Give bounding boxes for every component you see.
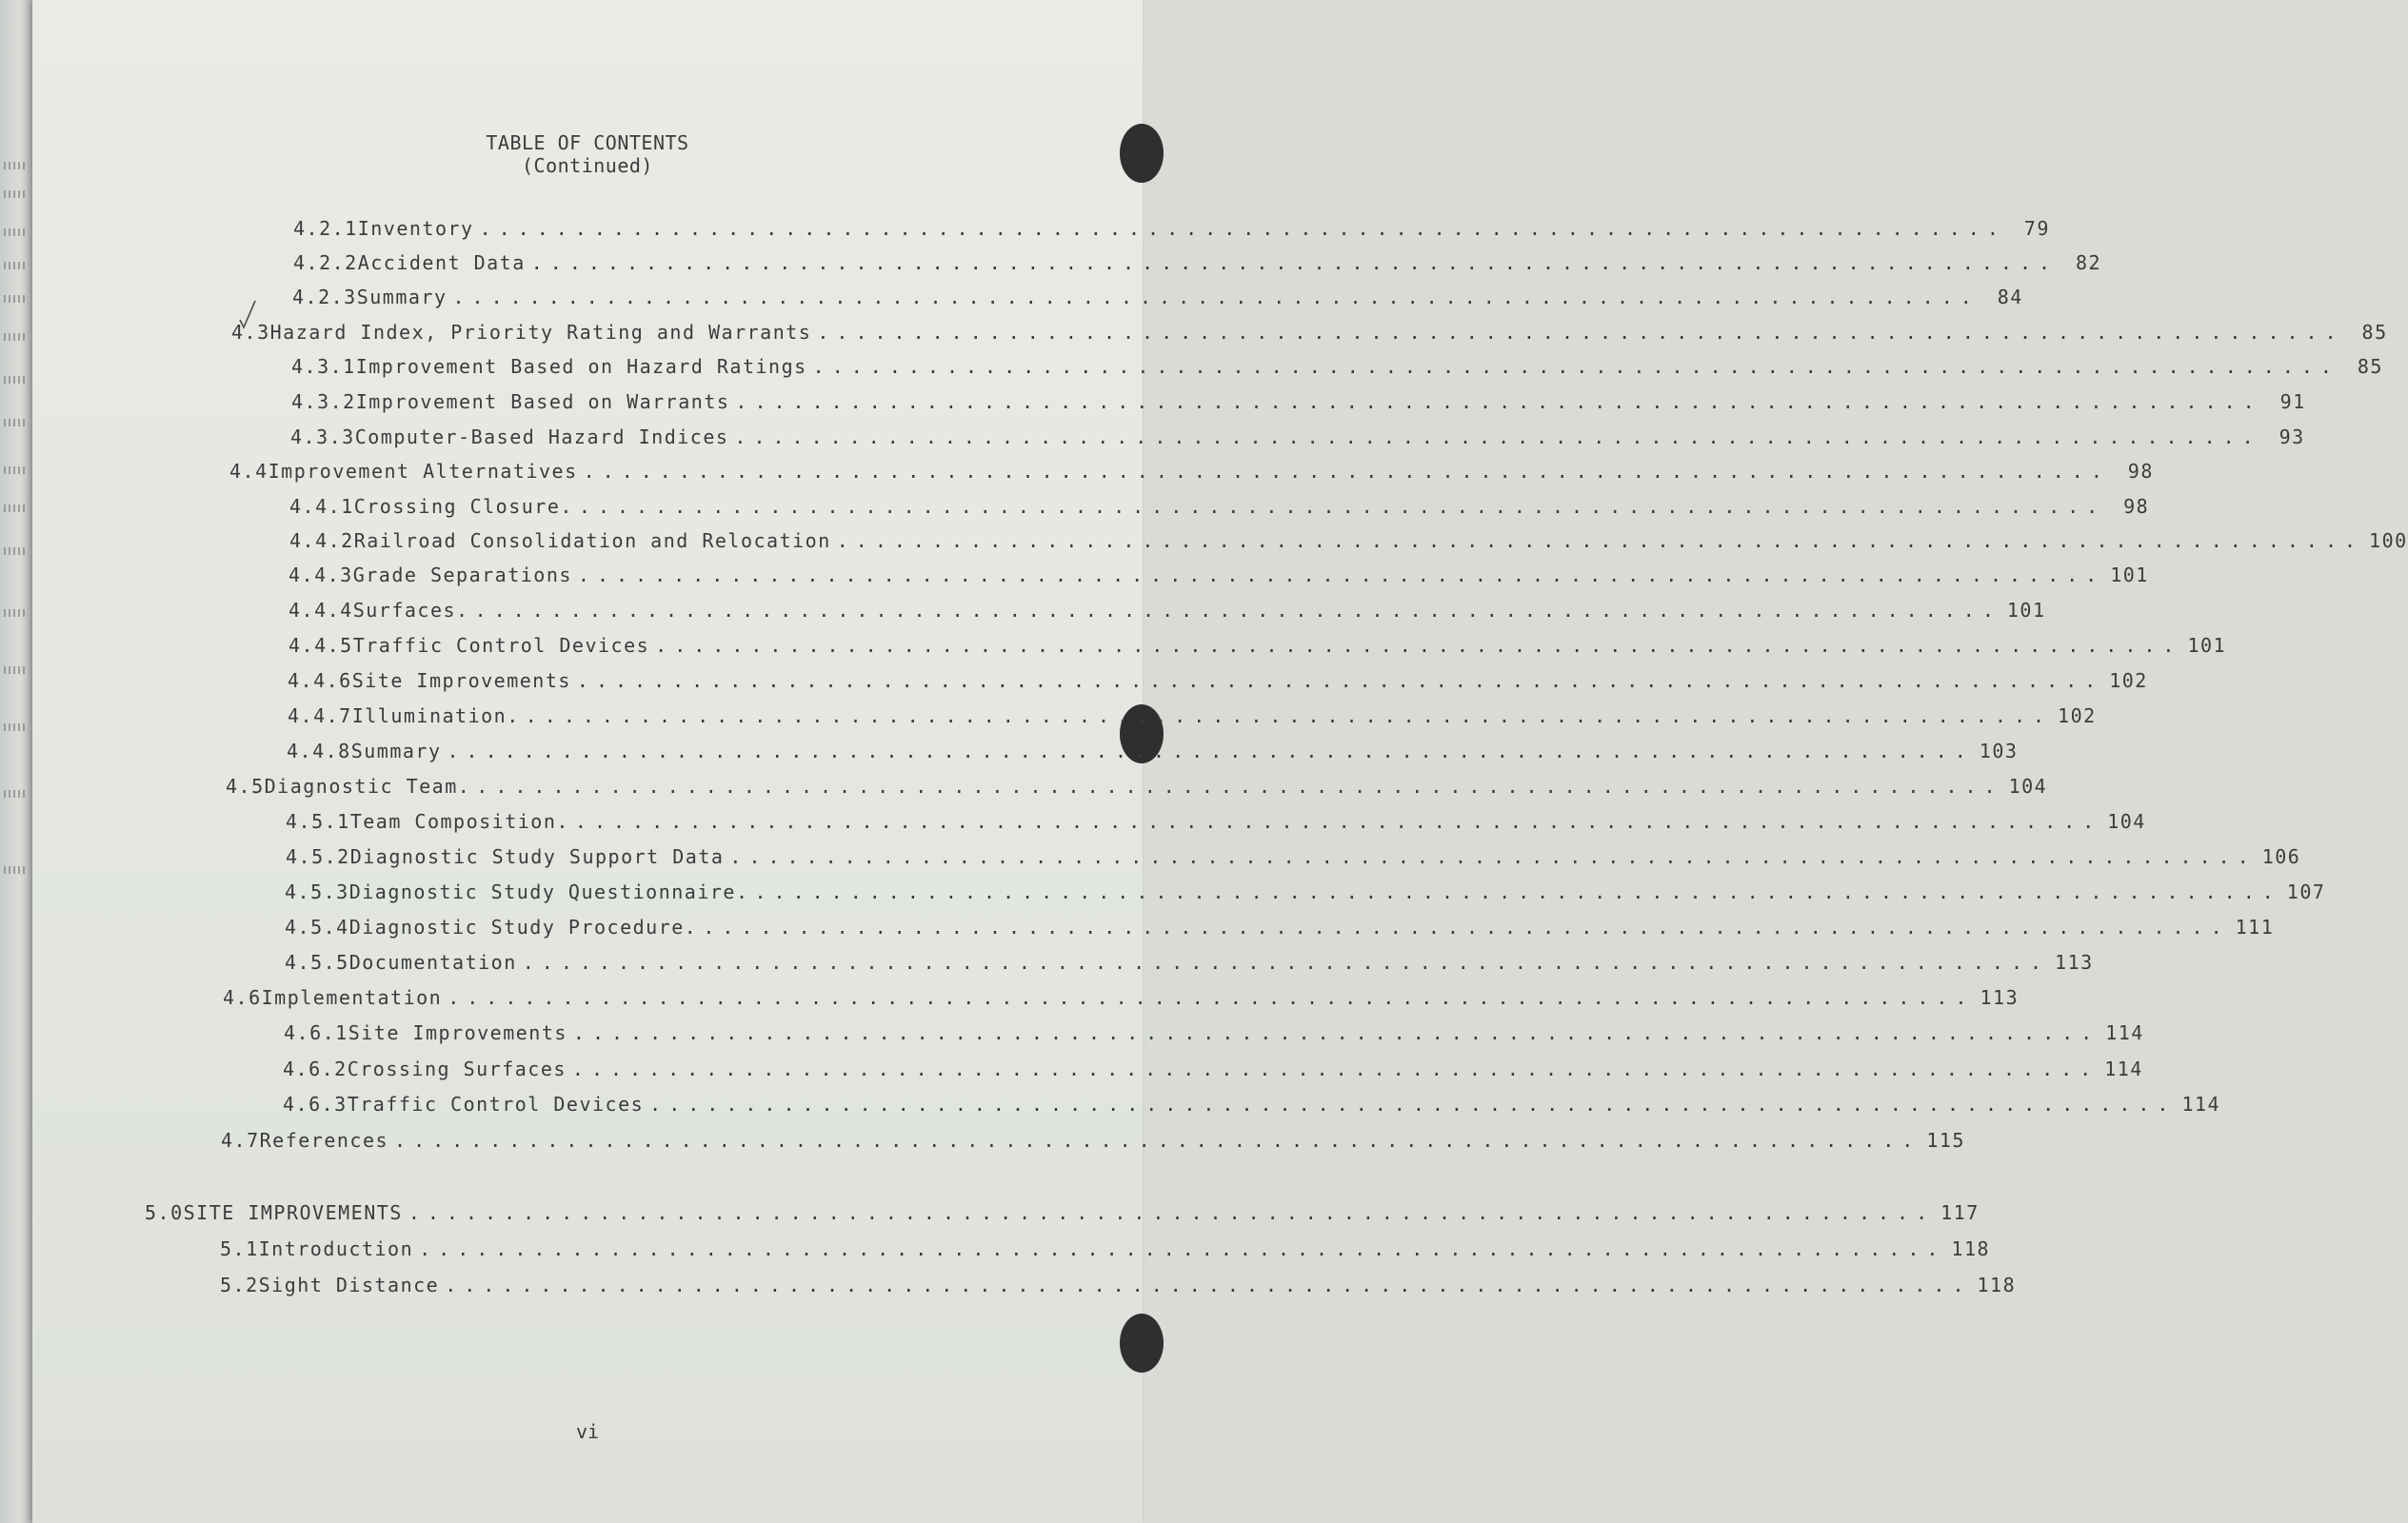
toc-entry — [145, 1201, 1980, 1224]
document-page — [32, 0, 2408, 1523]
toc-entry-title: Illumination. — [351, 704, 520, 727]
toc-entry — [220, 1274, 2017, 1296]
toc-entry-title: Inventory — [357, 217, 474, 240]
toc-entry-page: 104 — [2107, 810, 2146, 833]
toc-entry-number: 4.4.1 — [289, 495, 354, 518]
toc-entry-page: 113 — [2055, 951, 2094, 974]
toc-entry — [231, 321, 2388, 344]
toc-entry — [283, 1093, 2221, 1116]
toc-entry — [288, 704, 2097, 727]
toc-entry-number: 4.5.4 — [285, 916, 349, 939]
toc-entry — [291, 355, 2383, 378]
toc-entry-number: 4.4.6 — [288, 669, 352, 692]
toc-entry-number: 4.2.2 — [293, 251, 358, 274]
toc-entry — [289, 529, 2408, 552]
toc-entry-number: 4.3.2 — [291, 390, 356, 413]
toc-entry-title: Documentation — [348, 951, 517, 974]
toc-entry-page: 114 — [2104, 1058, 2143, 1080]
adjacent-page-edge — [0, 0, 32, 1523]
toc-entry-title: Team Composition. — [349, 810, 569, 833]
toc-entry-title: SITE IMPROVEMENTS — [183, 1201, 403, 1224]
toc-entry-title: Improvement Alternatives — [268, 460, 578, 483]
toc-entry-page: 117 — [1940, 1201, 1980, 1224]
toc-entry-title: Diagnostic Study Support Data — [349, 845, 725, 868]
leader-dots: ................................................................................ — [476, 775, 2003, 798]
leader-dots: ................................................................................ — [394, 1129, 1921, 1152]
toc-entry-page: 100 — [2369, 529, 2408, 552]
toc-entry — [223, 986, 2020, 1009]
toc-entry-title: Diagnostic Team. — [264, 775, 471, 798]
leader-dots: ................................................................................ — [522, 951, 2050, 974]
leader-dots: ................................................................................ — [734, 425, 2261, 448]
toc-entry-page: 85 — [2361, 321, 2388, 344]
toc-entry-page: 82 — [2075, 251, 2102, 274]
toc-entry-page: 84 — [1997, 286, 2023, 308]
toc-entry-title: Computer-Based Hazard Indices — [354, 425, 729, 448]
leader-dots: ................................................................................ — [474, 599, 2001, 622]
binder-hole — [1120, 1314, 1164, 1373]
toc-entry-number: 4.3 — [231, 321, 270, 344]
toc-entry-page: 98 — [2123, 495, 2150, 518]
toc-entry-page: 104 — [2008, 775, 2048, 798]
toc-entry-number: 5.0 — [145, 1201, 184, 1224]
toc-entry-title: Diagnostic Study Procedure. — [348, 916, 698, 939]
toc-entry-number: 4.4.2 — [289, 529, 354, 552]
leader-dots: ................................................................................ — [408, 1201, 1936, 1224]
toc-entry-number: 4.5.2 — [286, 845, 350, 868]
toc-entry — [291, 390, 2306, 413]
toc-entry-number: 4.6.2 — [283, 1058, 348, 1080]
leader-dots: ................................................................................ — [583, 460, 2110, 483]
leader-dots: ................................................................................ — [754, 880, 2281, 903]
toc-entry-page: 115 — [1926, 1129, 1965, 1152]
leader-dots: ................................................................................ — [703, 916, 2230, 939]
leader-dots: ................................................................................ — [576, 669, 2104, 692]
toc-entry-page: 91 — [2279, 390, 2306, 413]
toc-entry — [289, 599, 2046, 622]
page-title: TABLE OF CONTENTS — [486, 131, 689, 154]
toc-entry-page: 118 — [1951, 1237, 1991, 1260]
toc-entry — [285, 916, 2275, 939]
leader-dots: ................................................................................ — [649, 1093, 2177, 1116]
leader-dots: ................................................................................ — [729, 845, 2257, 868]
leader-dots: ................................................................................ — [419, 1237, 1946, 1260]
toc-entry-number: 4.3.3 — [290, 425, 355, 448]
leader-dots: ................................................................................ — [812, 355, 2339, 378]
toc-entry-title: Introduction — [258, 1237, 414, 1260]
toc-entry — [221, 1129, 1965, 1152]
toc-entry-title: Improvement Based on Warrants — [355, 390, 730, 413]
toc-entry-page: 114 — [2181, 1093, 2221, 1116]
toc-entry-page: 102 — [2058, 704, 2097, 727]
toc-entry-title: Summary — [350, 740, 442, 762]
toc-entry-number: 5.1 — [220, 1237, 259, 1260]
toc-entry-number: 4.4.3 — [289, 564, 353, 586]
toc-entry-page: 101 — [2110, 564, 2149, 586]
toc-entry — [229, 460, 2154, 483]
toc-entry-page: 103 — [1979, 740, 2019, 762]
toc-entry-number: 4.4.8 — [287, 740, 351, 762]
page-subtitle: (Continued) — [522, 154, 653, 177]
toc-entry-number: 4.5.1 — [286, 810, 350, 833]
toc-entry — [287, 740, 2019, 762]
toc-entry-title: Surfaces. — [352, 599, 469, 622]
toc-entry — [289, 564, 2149, 586]
toc-entry-page: 101 — [2006, 599, 2046, 622]
toc-entry — [289, 634, 2227, 657]
toc-entry-title: Crossing Closure. — [353, 495, 573, 518]
toc-entry-title: Accident Data — [357, 251, 526, 274]
toc-entry — [293, 217, 2050, 240]
toc-entry-title: Summary — [356, 286, 448, 308]
toc-entry-number: 4.6.1 — [284, 1021, 348, 1044]
toc-entry-number: 4.2.3 — [292, 286, 357, 308]
toc-entry-number: 4.5.3 — [285, 880, 349, 903]
toc-entry-title: Grade Separations — [352, 564, 572, 586]
toc-entry-page: 113 — [1980, 986, 2020, 1009]
leader-dots: ................................................................................ — [479, 217, 2006, 240]
toc-entry-title: Crossing Surfaces — [347, 1058, 567, 1080]
toc-entry-page: 98 — [2127, 460, 2154, 483]
toc-entry-number: 4.4.4 — [289, 599, 353, 622]
toc-entry-page: 79 — [2023, 217, 2050, 240]
leader-dots: ................................................................................ — [836, 529, 2364, 552]
toc-entry-title: Site Improvements — [348, 1021, 567, 1044]
toc-entry — [289, 495, 2150, 518]
toc-entry-page: 107 — [2286, 880, 2326, 903]
toc-entry-page: 93 — [2279, 425, 2305, 448]
toc-entry-title: Diagnostic Study Questionnaire. — [348, 880, 749, 903]
toc-entry-title: References — [259, 1129, 389, 1152]
toc-entry-page: 118 — [1977, 1274, 2017, 1296]
toc-entry-title: Sight Distance — [258, 1274, 440, 1296]
toc-entry-title: Site Improvements — [351, 669, 571, 692]
toc-entry-number: 4.5 — [226, 775, 265, 798]
toc-entry-number: 4.2.1 — [293, 217, 358, 240]
toc-entry — [286, 810, 2146, 833]
toc-entry-title: Implementation — [261, 986, 443, 1009]
toc-entry — [285, 880, 2326, 903]
toc-entry-number: 4.6 — [223, 986, 262, 1009]
toc-entry-title: Improvement Based on Hazard Ratings — [355, 355, 807, 378]
leader-dots: ................................................................................ — [448, 986, 1975, 1009]
leader-dots: ................................................................................ — [452, 286, 1980, 308]
leader-dots: ................................................................................ — [577, 564, 2105, 586]
toc-entry — [288, 669, 2148, 692]
toc-entry — [286, 845, 2301, 868]
toc-entry-number: 4.3.1 — [291, 355, 356, 378]
toc-entry-title: Hazard Index, Priority Rating and Warrants — [269, 321, 812, 344]
toc-entry — [290, 425, 2305, 448]
toc-entry-page: 106 — [2261, 845, 2301, 868]
leader-dots: ................................................................................ — [445, 1274, 1972, 1296]
page-number: vi — [575, 1420, 600, 1443]
toc-entry-number: 4.6.3 — [283, 1093, 348, 1116]
toc-entry-number: 4.4.7 — [288, 704, 352, 727]
toc-entry-title: Traffic Control Devices — [352, 634, 650, 657]
toc-entry-number: 4.4.5 — [289, 634, 353, 657]
leader-dots: ................................................................................ — [572, 1021, 2100, 1044]
toc-entry — [220, 1237, 1991, 1260]
toc-entry — [226, 775, 2048, 798]
toc-entry-title: Traffic Control Devices — [347, 1093, 645, 1116]
leader-dots: ................................................................................ — [655, 634, 2182, 657]
toc-entry — [284, 1021, 2144, 1044]
leader-dots: ................................................................................ — [735, 390, 2262, 413]
toc-entry — [283, 1058, 2143, 1080]
leader-dots: ................................................................................ — [525, 704, 2053, 727]
leader-dots: ................................................................................ — [530, 251, 2059, 274]
toc-entry-page: 102 — [2109, 669, 2148, 692]
toc-entry-number: 4.4 — [229, 460, 269, 483]
toc-entry-number: 5.2 — [220, 1274, 259, 1296]
toc-entry — [292, 286, 2023, 308]
toc-entry-title: Railroad Consolidation and Relocation — [353, 529, 831, 552]
leader-dots: ................................................................................ — [571, 1058, 2100, 1080]
leader-dots: ................................................................................ — [817, 321, 2344, 344]
toc-entry-number: 4.7 — [221, 1129, 260, 1152]
leader-dots: ................................................................................ — [578, 495, 2106, 518]
toc-entry-page: 114 — [2105, 1021, 2144, 1044]
toc-entry-number: 4.5.5 — [285, 951, 349, 974]
toc-entry — [285, 951, 2094, 974]
toc-entry-page: 101 — [2187, 634, 2227, 657]
toc-entry — [293, 251, 2102, 274]
leader-dots: ................................................................................ — [574, 810, 2102, 833]
leader-dots: ................................................................................ — [447, 740, 1974, 762]
toc-entry-page: 111 — [2235, 916, 2275, 939]
toc-entry-page: 85 — [2357, 355, 2383, 378]
